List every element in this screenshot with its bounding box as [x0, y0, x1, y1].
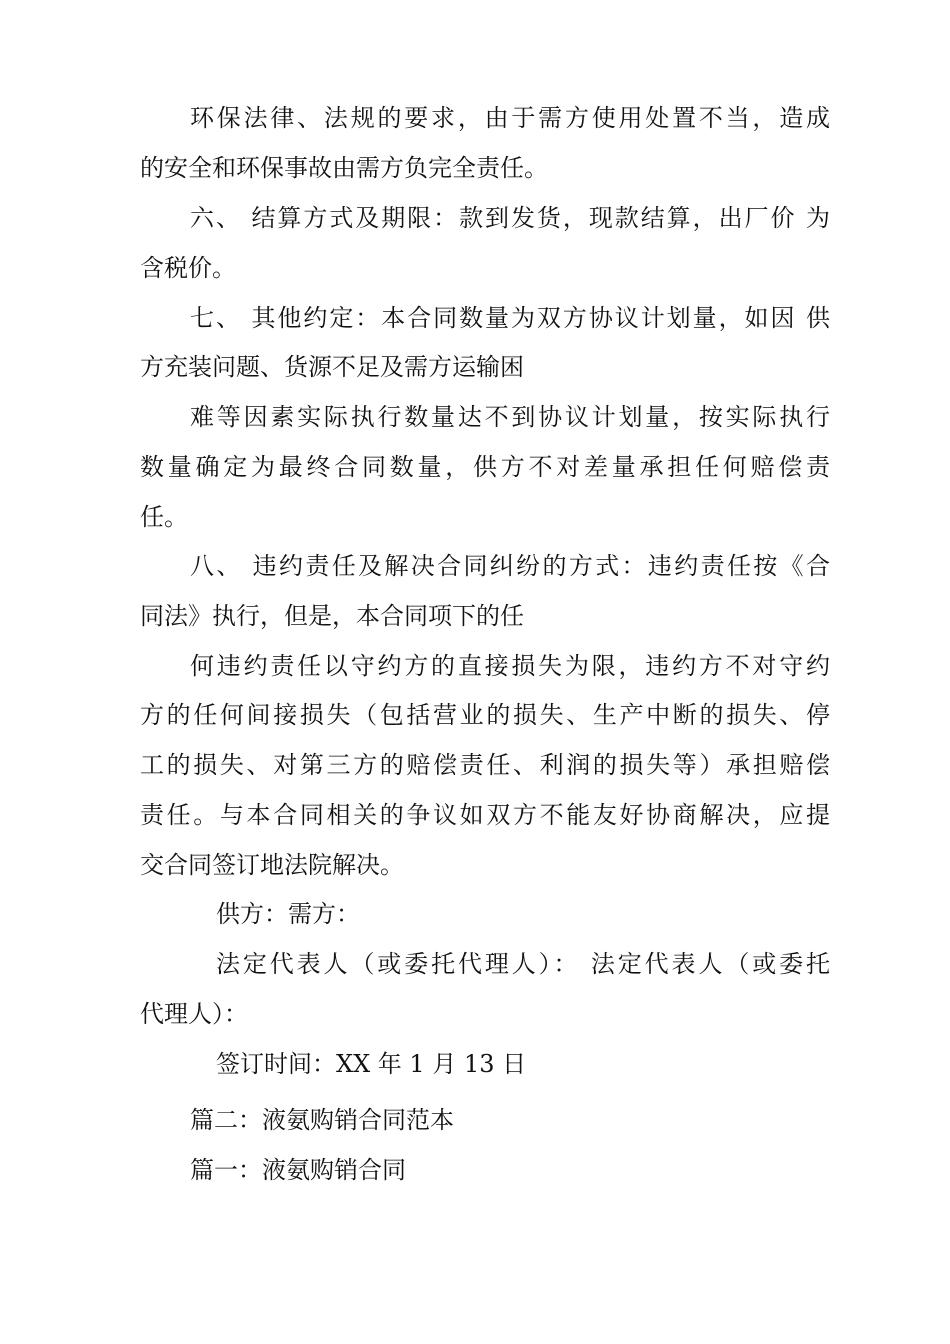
clause-8-line-3: 何违约责任以守约方的直接损失为限，违约方不对守约 — [190, 652, 830, 680]
clause-8-line-1: 八、 违约责任及解决合同纠纷的方式：违约责任按《合 — [190, 552, 830, 580]
clause-8-line-2: 同法》执行，但是，本合同项下的任 — [140, 602, 524, 630]
clause-7-line-5: 任。 — [140, 503, 188, 531]
clause-8-line-6: 责任。与本合同相关的争议如双方不能友好协商解决，应提 — [140, 801, 830, 829]
clause-7-line-1: 七、 其他约定：本合同数量为双方协议计划量，如因 供 — [190, 304, 830, 332]
section-heading-2: 篇二：液氨购销合同范本 — [190, 1106, 454, 1134]
clause-6-line-1: 六、 结算方式及期限：款到发货，现款结算，出厂价 为 — [190, 204, 830, 232]
representative-line-1: 法定代表人（或委托代理人）： 法定代表人（或委托 — [216, 950, 830, 978]
clause-6-line-2: 含税价。 — [140, 254, 236, 282]
paragraph-line-1: 环保法律、法规的要求，由于需方使用处置不当，造成 — [190, 104, 830, 132]
clause-8-line-7: 交合同签订地法院解决。 — [140, 851, 404, 879]
paragraph-line-2: 的安全和环保事故由需方负完全责任。 — [140, 154, 548, 182]
signing-date: 签订时间：XX 年 1 月 13 日 — [216, 1050, 527, 1078]
clause-7-line-2: 方充装问题、货源不足及需方运输困 — [140, 353, 524, 381]
representative-line-2: 代理人）： — [140, 1000, 248, 1028]
clause-8-line-5: 工的损失、对第三方的赔偿责任、利润的损失等）承担赔偿 — [140, 751, 830, 779]
section-heading-1: 篇一：液氨购销合同 — [190, 1156, 406, 1184]
clause-7-line-3: 难等因素实际执行数量达不到协议计划量，按实际执行 — [190, 403, 830, 431]
signature-parties: 供方：需方： — [216, 900, 360, 928]
clause-7-line-4: 数量确定为最终合同数量，供方不对差量承担任何赔偿责 — [140, 453, 830, 481]
clause-8-line-4: 方的任何间接损失（包括营业的损失、生产中断的损失、停 — [140, 701, 830, 729]
